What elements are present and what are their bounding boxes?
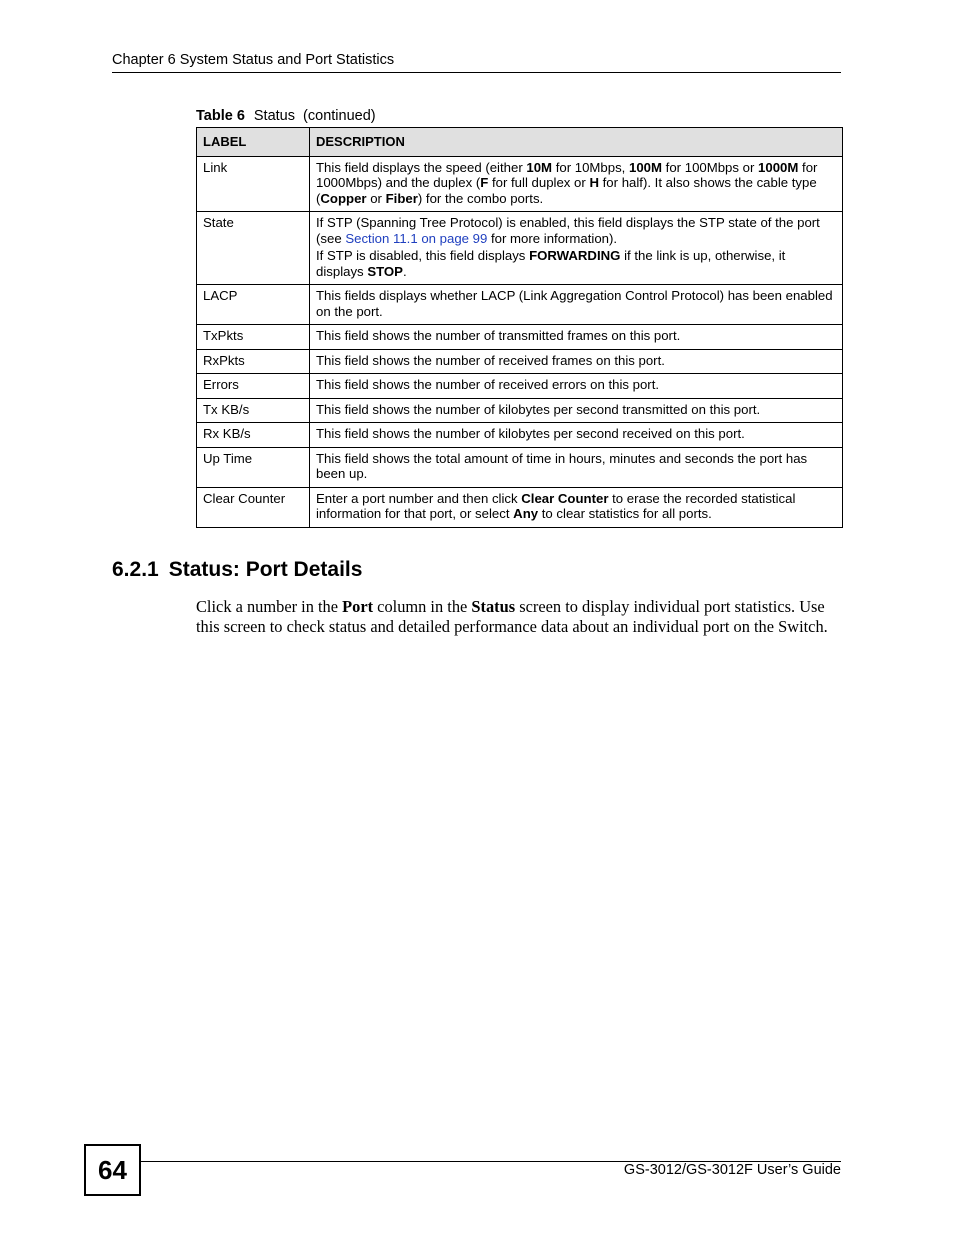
text-run: for 100Mbps or	[662, 159, 759, 175]
text-run: for more information).	[487, 230, 618, 246]
table-header-row	[197, 128, 843, 157]
text-run: If STP (Spanning Tree Protocol) is enabled, this field displays the STP state of the port (see	[316, 215, 820, 246]
description-paragraph	[316, 215, 836, 246]
text-run: This field displays the speed (either	[316, 159, 527, 175]
text-run: for full duplex or	[488, 175, 590, 190]
row-label: LACP	[197, 285, 310, 325]
status-table	[196, 127, 843, 528]
section-body-paragraph	[196, 597, 841, 637]
column-header-label: LABEL	[197, 128, 310, 157]
text-run: If STP is disabled, this field displays	[316, 248, 530, 263]
text-run: column in the	[373, 597, 472, 616]
bold-term: 100M	[629, 159, 663, 175]
section-heading	[112, 558, 362, 582]
text-run: Enter a port number and then click	[316, 490, 522, 506]
row-description: This field shows the total amount of time in hours, minutes and seconds the port has been up.	[310, 447, 843, 487]
bold-term: Port	[342, 597, 374, 616]
description-paragraph	[316, 248, 836, 279]
text-run: ) for the combo ports.	[417, 190, 544, 206]
text-run: for 1000Mbps) and the duplex (	[316, 159, 818, 190]
text-run: Click a number in the	[196, 597, 343, 616]
bold-term: Copper	[320, 190, 367, 206]
row-label: Errors	[197, 374, 310, 399]
bold-term: Status	[471, 597, 516, 616]
footer-guide-title: GS-3012/GS-3012F User’s Guide	[623, 1162, 841, 1178]
bold-term: STOP	[367, 263, 403, 279]
table-row	[197, 487, 843, 527]
row-description	[310, 487, 843, 527]
row-label: Rx KB/s	[197, 423, 310, 448]
text-run: to erase the recorded statistical information for that port, or select	[316, 490, 796, 521]
text-run: for 10Mbps,	[552, 159, 630, 175]
text-run: .	[402, 263, 407, 279]
bold-term: Any	[513, 506, 539, 521]
row-description: This field shows the number of transmitted frames on this port.	[310, 325, 843, 350]
table-row	[197, 349, 843, 374]
table-row	[197, 212, 843, 285]
row-description: This field shows the number of received frames on this port.	[310, 349, 843, 374]
bold-term: Clear Counter	[521, 490, 609, 506]
row-label: Clear Counter	[197, 487, 310, 527]
text-run: or	[366, 190, 386, 206]
page-number: 64	[84, 1144, 141, 1196]
row-label: Up Time	[197, 447, 310, 487]
table-row	[197, 447, 843, 487]
table-caption-number: Table 6	[196, 108, 245, 124]
text-run: to clear statistics for all ports.	[538, 506, 712, 521]
row-description: This field shows the number of kilobytes per second received on this port.	[310, 423, 843, 448]
table-row	[197, 156, 843, 212]
table-row	[197, 285, 843, 325]
row-description	[310, 156, 843, 212]
bold-term: FORWARDING	[529, 248, 621, 263]
bold-term: 1000M	[758, 159, 799, 175]
section-number: 6.2.1	[112, 558, 159, 581]
table-caption-title: Status (continued)	[253, 108, 376, 124]
row-label: Tx KB/s	[197, 398, 310, 423]
row-description: This field shows the number of kilobytes per second transmitted on this port.	[310, 398, 843, 423]
row-description: This fields displays whether LACP (Link Aggregation Control Protocol) has been enabled on the port.	[310, 285, 843, 325]
column-header-description: DESCRIPTION	[310, 128, 843, 157]
row-label: Link	[197, 156, 310, 212]
section-title: Status: Port Details	[168, 558, 363, 581]
table-caption	[196, 108, 376, 124]
row-description	[310, 212, 843, 285]
running-header: Chapter 6 System Status and Port Statistics	[112, 52, 841, 73]
table-row	[197, 374, 843, 399]
bold-term: 10M	[526, 159, 553, 175]
table-row	[197, 423, 843, 448]
table-row	[197, 398, 843, 423]
row-description: This field shows the number of received errors on this port.	[310, 374, 843, 399]
text-run: if the link is up, otherwise, it displays	[316, 248, 786, 279]
bold-term: F	[480, 175, 489, 190]
table-row	[197, 325, 843, 350]
text-run: screen to display individual port statistics. Use this screen to check status and detailed performance data about an individual port on the Switch.	[196, 597, 828, 636]
row-label: State	[197, 212, 310, 285]
text-run: for half). It also shows the cable type (	[316, 175, 817, 206]
cross-reference-link[interactable]: Section 11.1 on page 99	[345, 230, 488, 246]
row-label: TxPkts	[197, 325, 310, 350]
bold-term: Fiber	[385, 190, 418, 206]
bold-term: H	[589, 175, 599, 190]
row-label: RxPkts	[197, 349, 310, 374]
